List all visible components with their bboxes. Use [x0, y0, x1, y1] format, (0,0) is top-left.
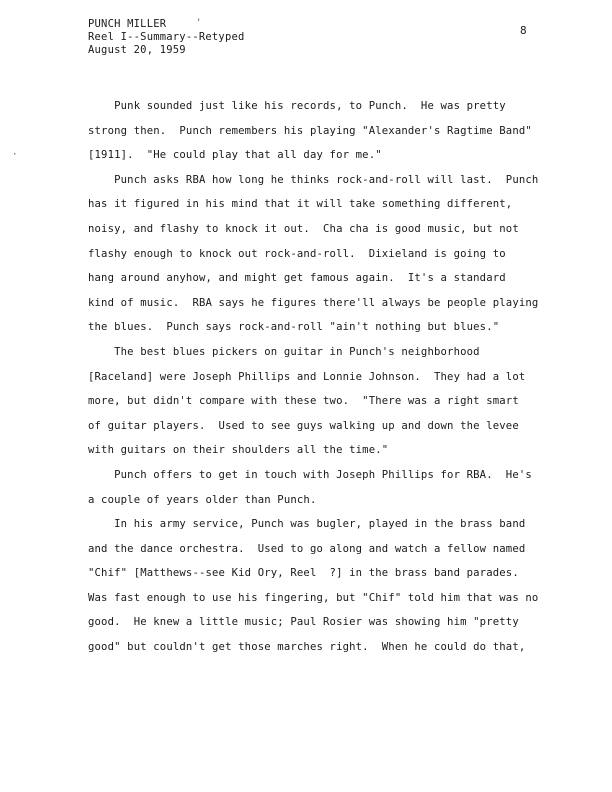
- text-line: In his army service, Punch was bugler, played in the brass band: [88, 518, 526, 531]
- header-name: PUNCH MILLER: [88, 18, 167, 30]
- stray-mark: ·: [12, 150, 18, 160]
- header-date: August 20, 1959: [88, 44, 186, 56]
- text-line: Was fast enough to use his fingering, but "Chif" told him that was no: [88, 591, 539, 604]
- text-line: the blues. Punch says rock-and-roll "ain't nothing but blues.": [88, 321, 500, 334]
- page-number: 8: [520, 24, 527, 37]
- text-line: with guitars on their shoulders all the time.": [88, 444, 389, 457]
- text-line: kind of music. RBA says he figures there'll always be people playing: [88, 296, 539, 309]
- header-reel: Reel I--Summary--Retyped: [88, 31, 245, 43]
- text-line: Punch asks RBA how long he thinks rock-and-roll will last. Punch: [88, 173, 539, 186]
- text-line: hang around anyhow, and might get famous again. It's a standard: [88, 272, 506, 285]
- text-line: Punk sounded just like his records, to Punch. He was pretty: [88, 100, 506, 112]
- text-line: and the dance orchestra. Used to go along and watch a fellow named: [88, 542, 526, 555]
- text-line: more, but didn't compare with these two. "There was a right smart: [88, 395, 519, 408]
- text-line: "Chif" [Matthews--see Kid Ory, Reel ?] in the brass band parades.: [88, 567, 519, 580]
- text-line: The best blues pickers on guitar in Punch's neighborhood: [88, 345, 480, 358]
- text-line: strong then. Punch remembers his playing "Alexander's Ragtime Band": [88, 124, 532, 137]
- text-line: a couple of years older than Punch.: [88, 493, 317, 506]
- text-line: good. He knew a little music; Paul Rosier was showing him "pretty: [88, 616, 519, 629]
- text-line: noisy, and flashy to knock it out. Cha cha is good music, but not: [88, 222, 519, 235]
- text-line: [Raceland] were Joseph Phillips and Lonnie Johnson. They had a lot: [88, 370, 526, 383]
- document-header: [88, 18, 245, 57]
- text-line: [1911]. "He could play that all day for me.": [88, 149, 382, 162]
- text-line: of guitar players. Used to see guys walking up and down the levee: [88, 419, 519, 432]
- text-line: has it figured in his mind that it will take something different,: [88, 198, 513, 211]
- text-line: Punch offers to get in touch with Joseph Phillips for RBA. He's: [88, 468, 532, 481]
- stray-mark: ': [196, 18, 202, 28]
- text-line: flashy enough to knock out rock-and-roll. Dixieland is going to: [88, 247, 506, 260]
- text-line: good" but couldn't get those marches right. When he could do that,: [88, 641, 526, 654]
- body-text: [88, 94, 558, 660]
